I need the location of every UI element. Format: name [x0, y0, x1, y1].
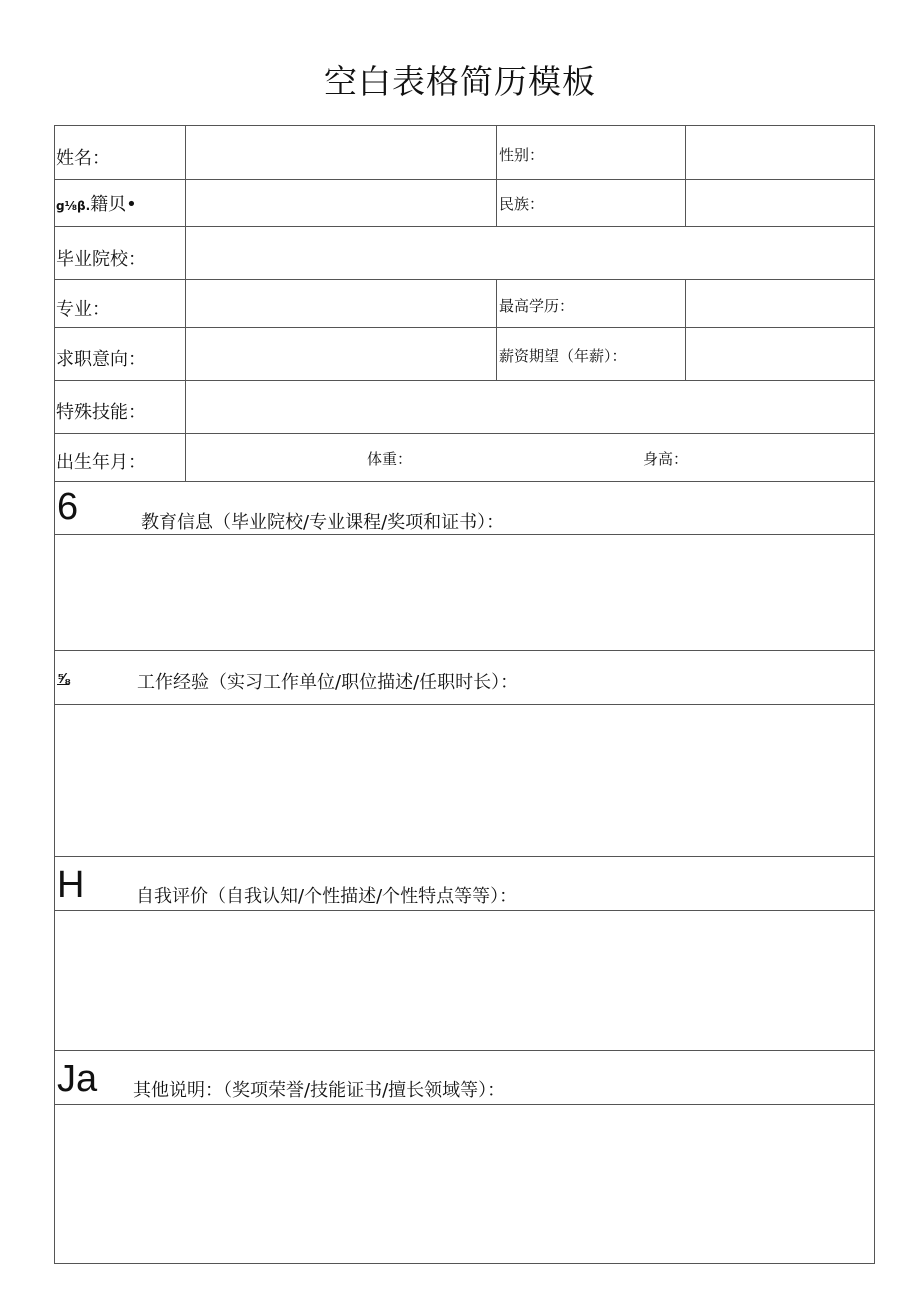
education-heading: 教育信息（毕业院校/专业课程/奖项和证书）： — [141, 512, 505, 533]
row-divider — [55, 1050, 874, 1051]
row-divider — [55, 481, 874, 482]
section-number: ⅝ — [57, 670, 70, 687]
ethnicity-field[interactable] — [686, 180, 874, 225]
name-field[interactable] — [186, 126, 495, 178]
gender-field[interactable] — [686, 126, 874, 178]
section-number: Ja — [57, 1058, 98, 1100]
skills-label: 特殊技能： — [56, 402, 146, 423]
degree-label: 最高学历： — [499, 297, 575, 315]
school-field[interactable] — [186, 227, 874, 278]
column-divider — [496, 126, 497, 226]
row-divider — [55, 650, 874, 651]
skills-field[interactable] — [186, 381, 874, 432]
gender-label: 性别： — [499, 146, 545, 164]
birth-field[interactable] — [186, 434, 874, 480]
ethnicity-label: 民族： — [499, 195, 545, 213]
name-label: 姓名： — [56, 148, 110, 169]
work-heading: 工作经验（实习工作单位/职位描述/任职时长）： — [137, 672, 519, 693]
education-field[interactable] — [55, 535, 874, 649]
column-divider — [496, 279, 497, 381]
height-label: 身高： — [643, 450, 689, 468]
hometown-label-suffix: 籍贝• — [90, 194, 137, 215]
self-eval-heading: 自我评价（自我认知/个性描述/个性特点等等）： — [136, 886, 518, 907]
other-field[interactable] — [55, 1105, 874, 1263]
hometown-field[interactable] — [186, 180, 495, 225]
self-eval-field[interactable] — [55, 911, 874, 1049]
work-field[interactable] — [55, 705, 874, 855]
hometown-label — [56, 190, 137, 216]
resume-form — [54, 125, 875, 1264]
page-title: 空白表格简历模板 — [324, 62, 596, 101]
job-intention-field[interactable] — [186, 328, 495, 379]
salary-field[interactable] — [686, 328, 874, 379]
job-intention-label: 求职意向： — [56, 349, 146, 370]
major-label: 专业： — [56, 299, 110, 320]
weight-label: 体重： — [367, 450, 413, 468]
school-label: 毕业院校： — [56, 249, 146, 270]
major-field[interactable] — [186, 280, 495, 326]
other-heading: 其他说明：（奖项荣誉/技能证书/擅长领域等）： — [133, 1080, 506, 1101]
row-divider — [55, 856, 874, 857]
degree-field[interactable] — [686, 280, 874, 326]
section-number: H — [57, 864, 85, 906]
hometown-label-prefix: g⅛β. — [56, 199, 91, 213]
section-number: 6 — [57, 486, 79, 528]
salary-label: 薪资期望（年薪）： — [499, 347, 627, 365]
birth-label: 出生年月： — [56, 452, 146, 473]
